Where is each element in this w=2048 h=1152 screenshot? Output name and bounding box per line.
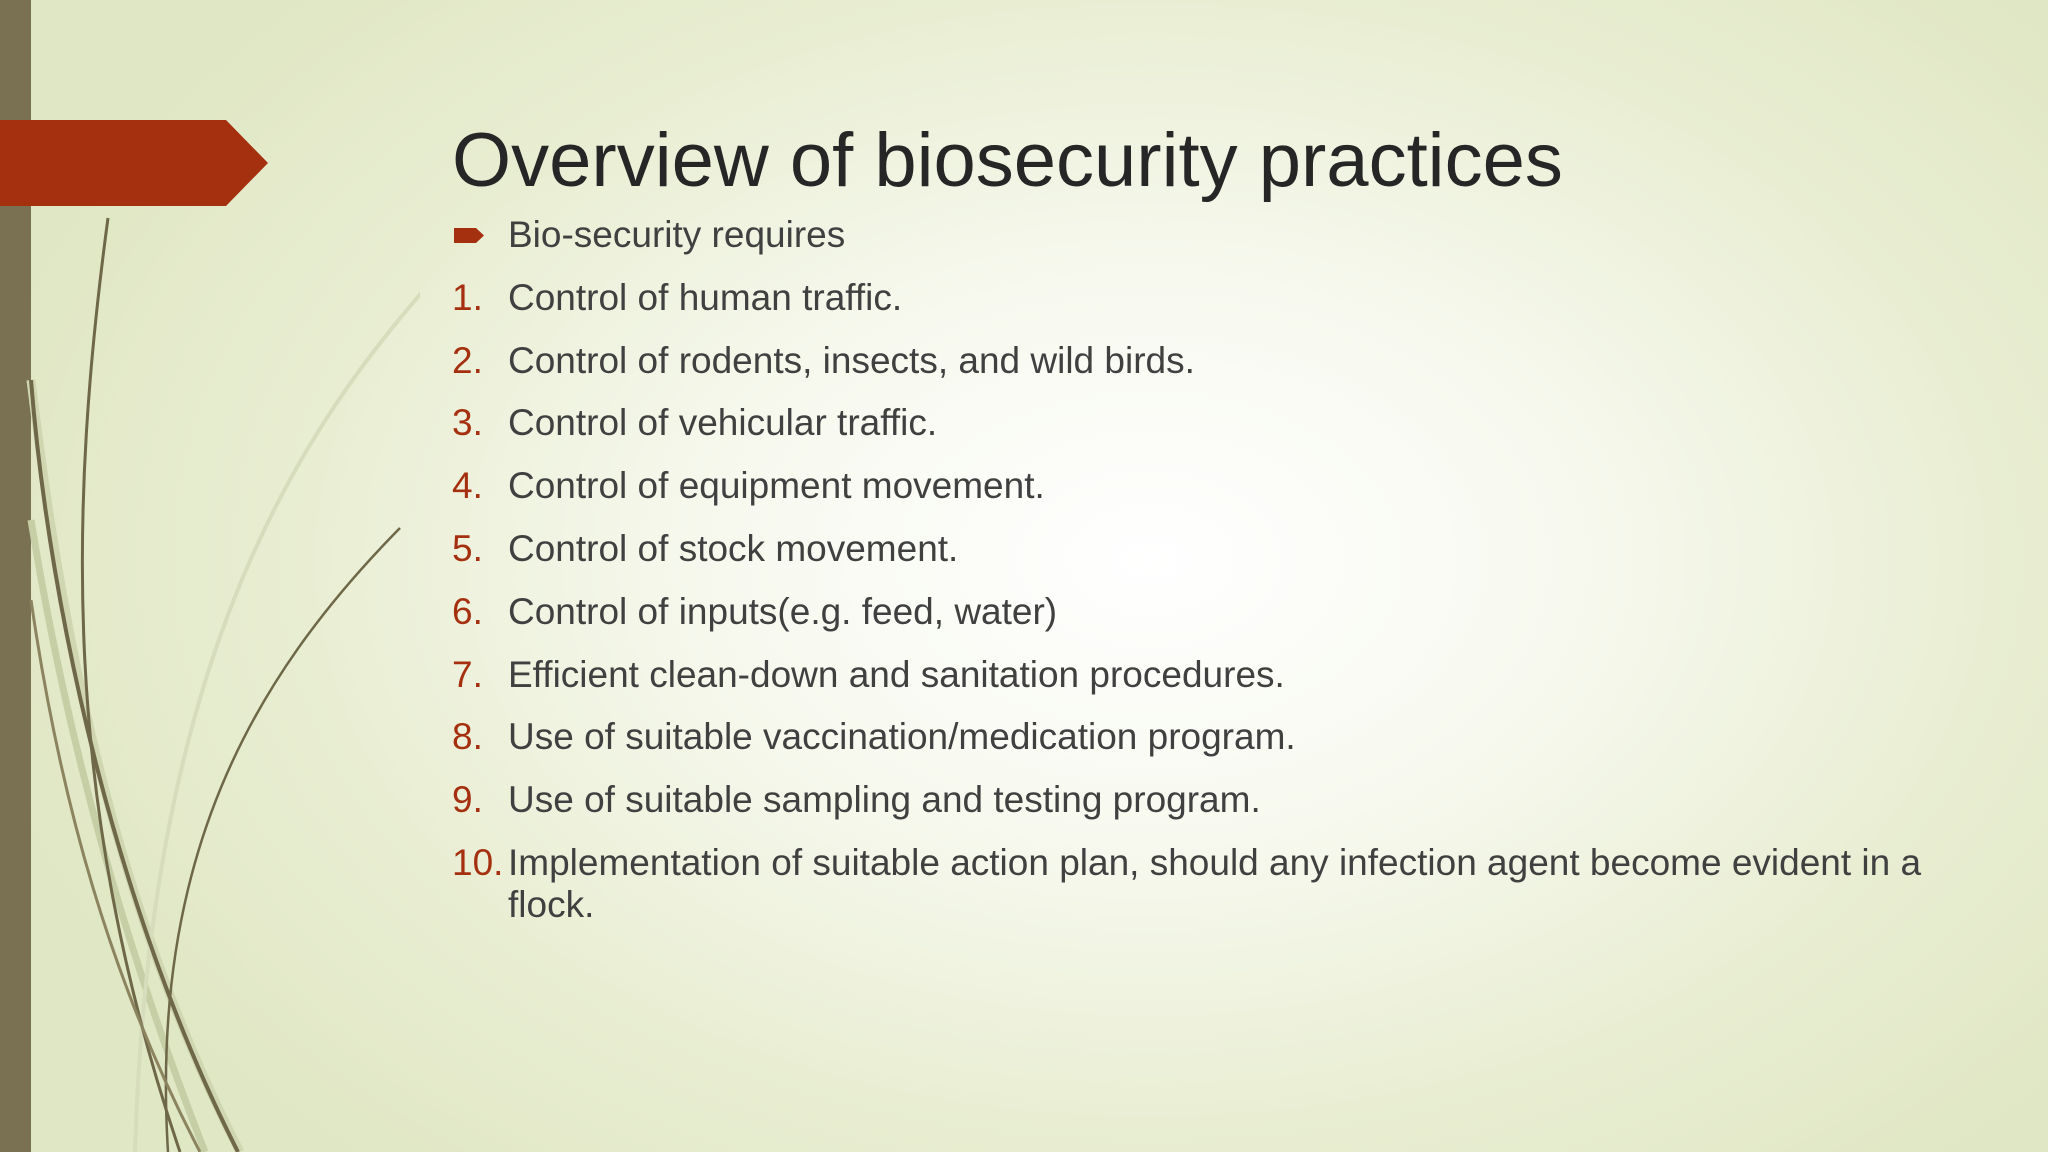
list-number: 5.	[452, 527, 483, 569]
slide-title: Overview of biosecurity practices	[452, 118, 1563, 203]
list-item-text: Control of vehicular traffic.	[508, 402, 938, 444]
list-item	[452, 716, 1922, 758]
list-item	[452, 465, 1922, 507]
content-list	[452, 214, 1922, 947]
list-item-text: Implementation of suitable action plan, should any infection agent become evident in a flock.	[508, 841, 1922, 925]
list-number: 8.	[452, 716, 483, 758]
list-item-text: Efficient clean-down and sanitation procedures.	[508, 653, 1285, 695]
list-item-text: Control of equipment movement.	[508, 465, 1045, 507]
list-number: 2.	[452, 339, 483, 381]
list-item	[452, 779, 1922, 821]
intro-bullet-text: Bio-security requires	[508, 214, 846, 255]
list-item-text: Control of inputs(e.g. feed, water)	[508, 590, 1058, 632]
list-item	[452, 654, 1922, 696]
list-item	[452, 402, 1922, 444]
list-number: 9.	[452, 779, 483, 821]
list-item	[452, 277, 1922, 319]
list-item-text: Use of suitable sampling and testing program.	[508, 779, 1261, 821]
list-number: 7.	[452, 653, 483, 695]
list-item-text: Control of stock movement.	[508, 527, 959, 569]
list-number: 6.	[452, 590, 483, 632]
title-arrow-shape	[0, 120, 268, 206]
list-number: 4.	[452, 465, 483, 507]
list-item	[452, 340, 1922, 382]
list-number: 10.	[452, 841, 504, 883]
list-item	[452, 842, 1922, 926]
list-item-text: Control of human traffic.	[508, 276, 903, 318]
list-item	[452, 528, 1922, 570]
intro-bullet	[452, 214, 1922, 256]
list-item-text: Use of suitable vaccination/medication program.	[508, 716, 1296, 758]
list-item	[452, 591, 1922, 633]
list-item-text: Control of rodents, insects, and wild birds.	[508, 339, 1195, 381]
list-number: 1.	[452, 276, 483, 318]
list-number: 3.	[452, 402, 483, 444]
